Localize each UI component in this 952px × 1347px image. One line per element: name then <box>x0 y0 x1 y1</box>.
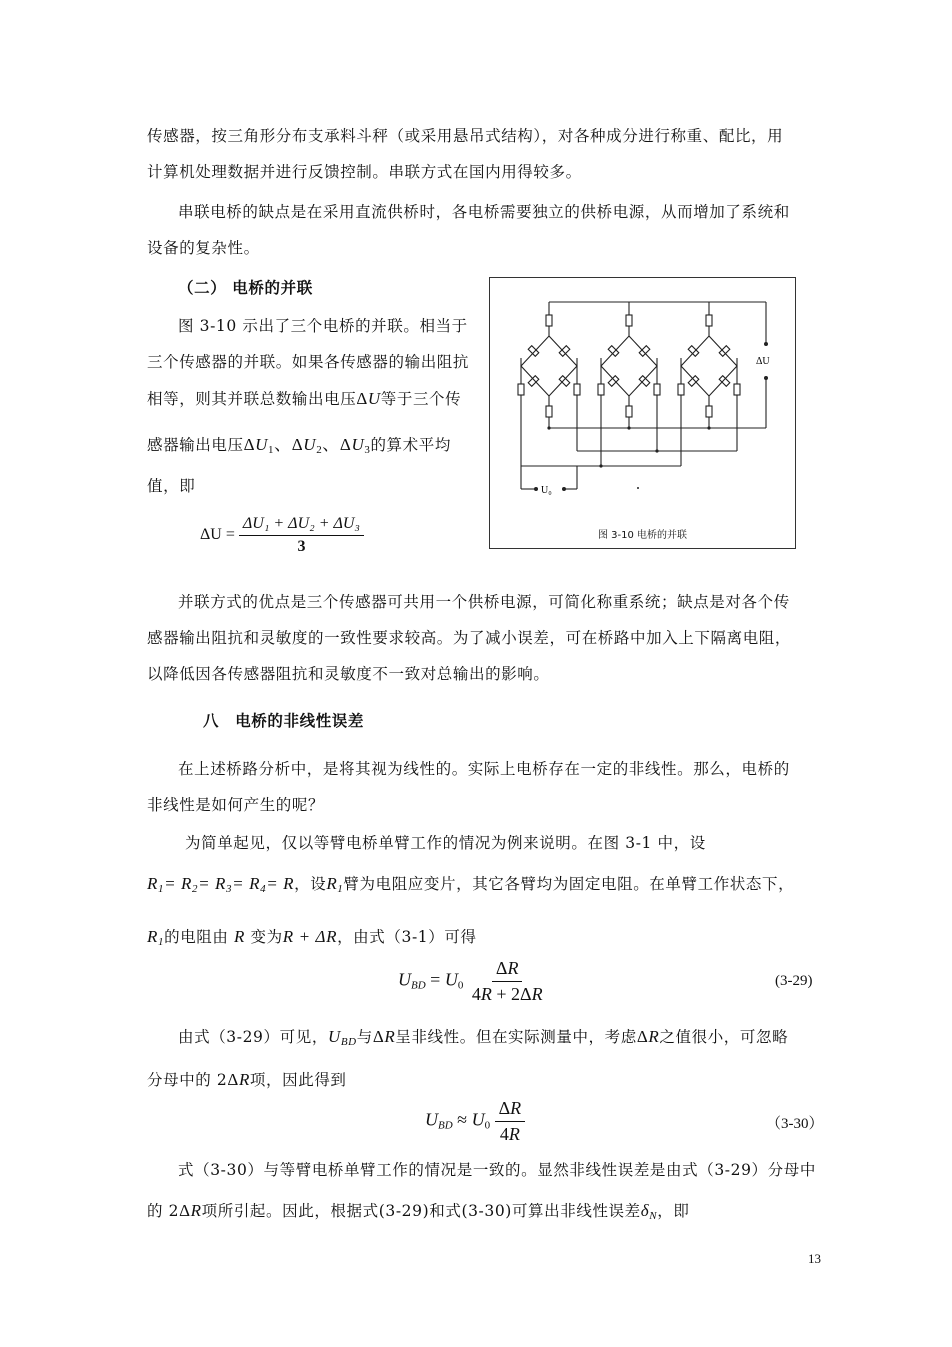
paragraph-line <box>147 430 451 456</box>
equation-lhs: ΔU = <box>200 526 235 544</box>
paragraph-line: 在上述桥路分析中，是将其视为线性的。实际上电桥存在一定的非线性。那么，电桥的 <box>178 760 790 778</box>
section-heading: （二） 电桥的并联 <box>178 279 313 297</box>
section-heading: 八 电桥的非线性误差 <box>203 712 365 730</box>
math-r: R <box>234 927 246 946</box>
text-segment: 变为 <box>250 928 283 946</box>
equation-number: (3-29) <box>775 973 813 989</box>
equation-3-29: $U_{BD} = U_0$ $\frac{\Delta R}{4R + 2\Delta R}$ <box>398 958 547 1005</box>
fraction-numerator: ΔR <box>495 1098 526 1122</box>
math-delta-r: ΔR <box>227 1070 250 1089</box>
figure-parallel-bridges <box>489 277 796 549</box>
paragraph-line: 计算机处理数据并进行反馈控制。串联方式在国内用得较多。 <box>147 163 582 181</box>
math-delta-u-list: $\Delta U_1$、$\Delta U_2$、$\Delta U_3$ <box>243 435 371 456</box>
math-r1: $R_1$ <box>326 874 344 895</box>
paragraph-line: 三个传感器的并联。如果各传感器的输出阻抗 <box>147 353 470 371</box>
text-segment: ，由式（3-1）可得 <box>337 928 477 946</box>
paragraph-line: 式（3-30）与等臂电桥单臂工作的情况是一致的。显然非线性误差是由式（3-29）分母中 <box>178 1161 816 1179</box>
text-segment: 的电阻由 <box>164 928 229 946</box>
paragraph-line: 图 3-10 示出了三个电桥的并联。相当于 <box>178 317 468 335</box>
text-segment: 分母中的 2 <box>147 1071 228 1089</box>
equation-number: （3-30） <box>766 1116 824 1132</box>
text-segment: ，即 <box>657 1202 690 1220</box>
math-delta-r: ΔR <box>179 1201 202 1220</box>
paragraph-line: 值，即 <box>147 477 196 495</box>
math-r-plus-dr: R + ΔR <box>282 927 338 946</box>
paragraph-line <box>147 387 461 409</box>
text-segment: 臂为电阻应变片，其它各臂均为固定电阻。在单臂工作状态下， <box>343 875 795 893</box>
text-segment: 相等，则其并联总数输出电压 <box>147 390 357 408</box>
text-segment: 由式（3-29）可见， <box>178 1028 328 1046</box>
page-number: 13 <box>808 1251 821 1266</box>
text-segment: ，设 <box>294 875 327 893</box>
paragraph-line <box>147 872 794 895</box>
text-segment: 项，因此得到 <box>249 1071 347 1089</box>
equation-fraction <box>239 515 364 556</box>
paragraph-line: 以降低因各传感器阻抗和灵敏度不一致对总输出的影响。 <box>147 665 550 683</box>
text-segment: 等于三个传 <box>380 390 462 408</box>
label-delta-u: ΔU <box>756 356 770 367</box>
paragraph-line <box>178 1025 788 1048</box>
text-segment: 的 2 <box>147 1202 180 1220</box>
text-segment: 与 <box>356 1028 373 1046</box>
paragraph-line <box>147 1199 689 1222</box>
text-segment: 项所引起。因此，根据式(3-29)和式(3-30)可算出非线性误差 <box>201 1202 641 1220</box>
paragraph-line <box>147 1068 347 1090</box>
paragraph-line: 传感器，按三角形分布支承料斗秤（或采用悬吊式结构），对各种成分进行称重、配比，用 <box>147 127 784 145</box>
text-segment: 之值很小，可忽略 <box>659 1028 789 1046</box>
paragraph-line: 非线性是如何产生的呢？ <box>147 796 325 814</box>
fraction-numerator: ΔR <box>492 958 523 982</box>
circuit-diagram <box>490 278 795 518</box>
text-segment: 感器输出电压 <box>147 436 244 454</box>
label-u0: U₀ <box>541 485 552 496</box>
text-segment: 的算术平均 <box>370 436 451 454</box>
math-r1: $R_1$ <box>147 927 165 948</box>
paragraph-line: 为简单起见，仅以等臂电桥单臂工作的情况为例来说明。在图 3-1 中，设 <box>185 834 706 852</box>
math-delta-r: ΔR <box>636 1027 660 1046</box>
equation-fraction <box>495 1098 526 1145</box>
equation-fraction <box>468 958 547 1005</box>
paragraph-line: 串联电桥的缺点是在采用直流供桥时，各电桥需要独立的供桥电源，从而增加了系统和 <box>178 203 790 221</box>
paragraph-line: 感器输出阻抗和灵敏度的一致性要求较高。为了减小误差，可在桥路中加入上下隔离电阻， <box>147 629 792 647</box>
fraction-numerator: ΔU₁ + ΔU₂ + ΔU₃ <box>239 515 364 536</box>
math-resistor-equality: $R_1= R_2= R_3= R_4= R$ <box>147 874 295 895</box>
math-delta-u: ΔU <box>356 389 381 408</box>
equation-3-30: $U_{BD} \approx U_0$ $\frac{\Delta R}{4R}$ <box>425 1098 525 1145</box>
equation-average <box>200 515 364 556</box>
fraction-denominator: 4R + 2ΔR <box>471 984 543 1004</box>
fraction-denominator: 3 <box>297 538 306 555</box>
paragraph-line: 并联方式的优点是三个传感器可共用一个供桥电源，可简化称重系统；缺点是对各个传 <box>178 593 790 611</box>
text-segment: 呈非线性。但在实际测量中，考虑 <box>395 1028 637 1046</box>
paragraph-line: 设备的复杂性。 <box>147 239 260 257</box>
math-ubd: $U_{BD}$ <box>327 1027 357 1048</box>
math-delta-n: $\delta_N$ <box>640 1201 658 1222</box>
figure-caption: 图 3-10 电桥的并联 <box>597 530 688 541</box>
fraction-denominator: 4R <box>499 1124 520 1144</box>
math-delta-r: ΔR <box>372 1027 396 1046</box>
paragraph-line <box>147 925 477 948</box>
